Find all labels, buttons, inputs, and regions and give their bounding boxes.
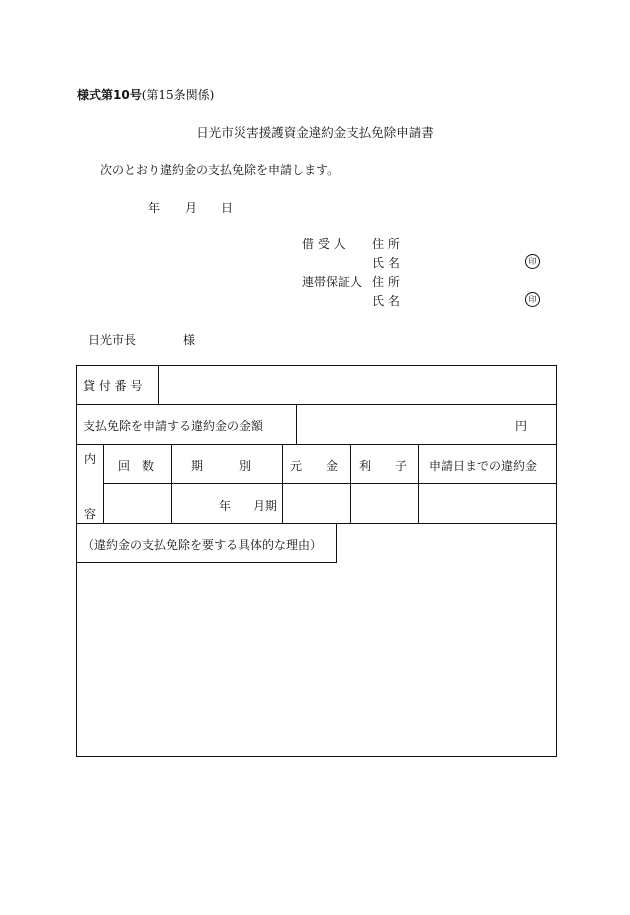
divider xyxy=(76,562,336,563)
addressee: 日光市長 xyxy=(88,333,137,347)
penalty-field[interactable] xyxy=(420,485,555,522)
borrower-role: 借 受 人 xyxy=(302,237,346,251)
col-count-header: 回 数 xyxy=(118,459,155,473)
guarantor-role: 連帯保証人 xyxy=(302,275,363,289)
date-day: 日 xyxy=(221,201,234,215)
divider xyxy=(158,365,159,404)
borrower-name-label: 氏 名 xyxy=(372,256,400,270)
form-number-article: (第15条関係) xyxy=(141,88,215,102)
yen-unit: 円 xyxy=(515,419,528,433)
divider xyxy=(76,404,557,405)
divider xyxy=(76,523,557,524)
table-border-bottom xyxy=(76,756,557,757)
intro-sentence: 次のとおり違約金の支払免除を申請します。 xyxy=(100,163,340,177)
divider xyxy=(76,444,557,445)
period-year: 年 xyxy=(219,499,232,513)
amount-field[interactable] xyxy=(298,406,508,443)
col-interest-header: 利 子 xyxy=(359,459,408,473)
divider xyxy=(296,404,297,444)
guarantor-seal-icon: 印 xyxy=(525,292,540,307)
breakdown-label-bottom: 容 xyxy=(84,507,97,521)
col-period-header: 期 別 xyxy=(191,459,252,473)
form-number xyxy=(77,86,214,103)
date-year: 年 xyxy=(148,201,161,215)
table-border-right xyxy=(556,365,557,757)
table-border-left xyxy=(76,365,77,757)
reason-field[interactable] xyxy=(78,565,554,754)
loan-number-field[interactable] xyxy=(160,367,555,403)
loan-number-label: 貸 付 番 号 xyxy=(83,379,143,393)
document-title: 日光市災害援護資金違約金支払免除申請書 xyxy=(196,125,434,140)
form-number-bold: 様式第10号 xyxy=(77,88,142,102)
table-border-top xyxy=(76,365,557,366)
guarantor-address-label: 住 所 xyxy=(372,275,400,289)
date-month: 月 xyxy=(185,201,198,215)
reason-label: （違約金の支払免除を要する具体的な理由） xyxy=(82,538,323,552)
divider xyxy=(336,523,337,563)
col-penalty-header: 申請日までの違約金 xyxy=(429,459,538,473)
amount-label: 支払免除を申請する違約金の金額 xyxy=(83,419,264,433)
period-month: 月期 xyxy=(253,499,278,513)
divider xyxy=(103,483,557,484)
breakdown-label-top: 内 xyxy=(84,452,97,466)
borrower-address-label: 住 所 xyxy=(372,237,400,251)
count-field[interactable] xyxy=(105,485,170,522)
honorific: 様 xyxy=(183,333,196,347)
borrower-seal-icon: 印 xyxy=(525,254,540,269)
guarantor-name-label: 氏 名 xyxy=(372,294,400,308)
col-principal-header: 元 金 xyxy=(290,459,339,473)
principal-field[interactable] xyxy=(284,485,349,522)
interest-field[interactable] xyxy=(352,485,417,522)
